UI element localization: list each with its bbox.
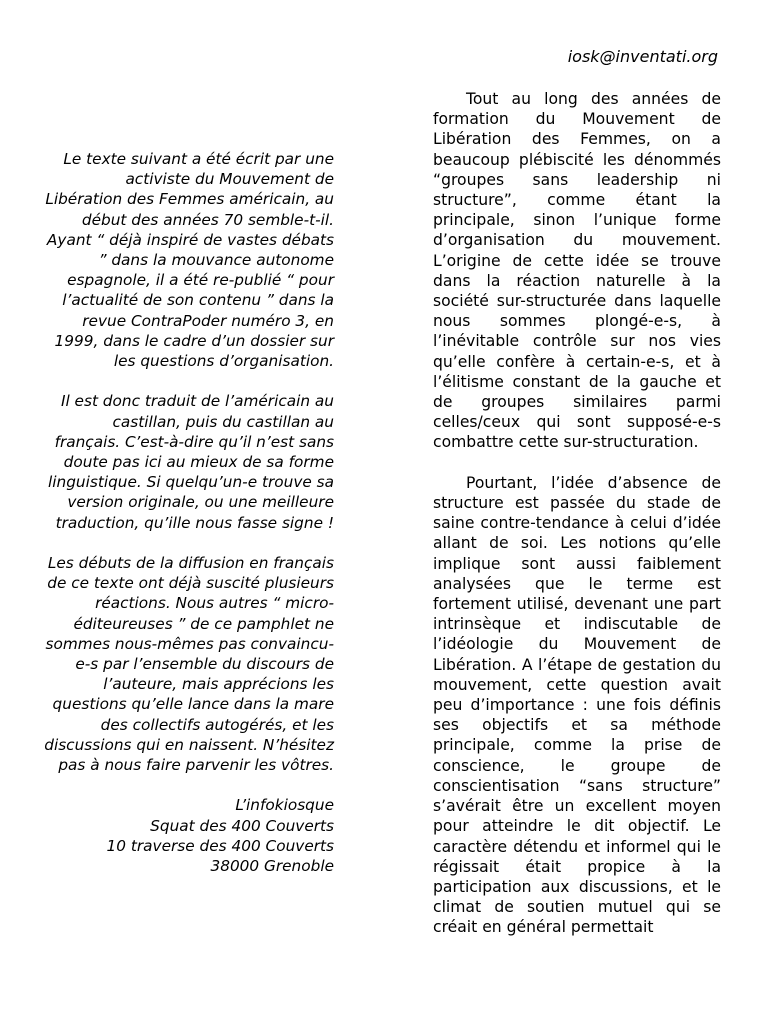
contact-email: iosk@inventati.org [567, 47, 718, 66]
address-name: L’infokiosque [235, 796, 334, 815]
address-line-1: Squat des 400 Couverts [150, 816, 334, 835]
address-block [44, 795, 334, 876]
body-paragraph-1: Tout au long des années de formation du Mouvement de Libération des Femmes, on a beaucoup plébiscité les dénommés “groupes sans leadership ni structure”, comme étant la principale, sinon l’unique forme d’organisation du mouvement. L’origine de cette idée se trouve dans la réaction naturelle à la société sur-structurée dans laquelle nous sommes plongé-e-s, à l’inévitable contrôle sur nos vies qu’elle confère à certain-e-s, et à l’élitisme constant de la gauche et de groupes similaires parmi celles/ceux qui sont supposé-e-s combattre cette sur-structuration. [433, 90, 721, 452]
intro-paragraph: Le texte suivant a été écrit par une activiste du Mouvement de Libération des Femmes américain, au début des années 70 semble-t-il. Ayant “ déjà inspiré de vastes débats ” dans la mouvance autonome espagnole, il a été re-publié “ pour l’actualité de son contenu ” dans la revue ContraPoder numéro 3, en 1999, dans le cadre d’un dossier sur les questions d’organisation. [45, 150, 334, 371]
body-paragraph-2: Pourtant, l’idée d’absence de structure est passée du stade de saine contre-tendance à celui d’idée allant de soi. Les notions qu’elle implique sont aussi faiblement analysées que le terme est fortement utilisé, devenant une part intrinsèque et indiscutable de l’idéologie du Mouvement de Libération. A l’étape de gestation du mouvement, cette question avait peu d’importance : une fois définis ses objectifs et sa méthode principale, comme la prise de conscience, le groupe de conscientisation “sans structure” s’avérait être un excellent moyen pour atteindre le dit objectif. Le caractère détendu et informel qui le régissait était propice à la participation aux discussions, et le climat de soutien mutuel qui se créait en général permettait [433, 473, 721, 937]
main-text-column [433, 89, 721, 958]
preface-column [44, 149, 334, 876]
address-line-2: 10 traverse des 400 Couverts [106, 836, 334, 855]
address-city: 38000 Grenoble [210, 857, 334, 876]
translation-paragraph: Il est donc traduit de l’américain au castillan, puis du castillan au français. C’est-à-dire qu’il n’est sans doute pas ici au mieux de sa forme linguistique. Si quelqu’un-e trouve sa version originale, ou une meilleure traduction, qu’ille nous fasse signe ! [48, 392, 334, 532]
diffusion-paragraph: Les débuts de la diffusion en français de ce texte ont déjà suscité plusieurs réactions. Nous autres “ micro-éditeureuses ” de ce pamphlet ne sommes nous-mêmes pas convaincu-e-s par l’ensemble du discours de l’auteure, mais apprécions les questions qu’elle lance dans la mare des collectifs autogérés, et les discussions qui en naissent. N’hésitez pas à nous faire parvenir les vôtres. [44, 554, 334, 775]
